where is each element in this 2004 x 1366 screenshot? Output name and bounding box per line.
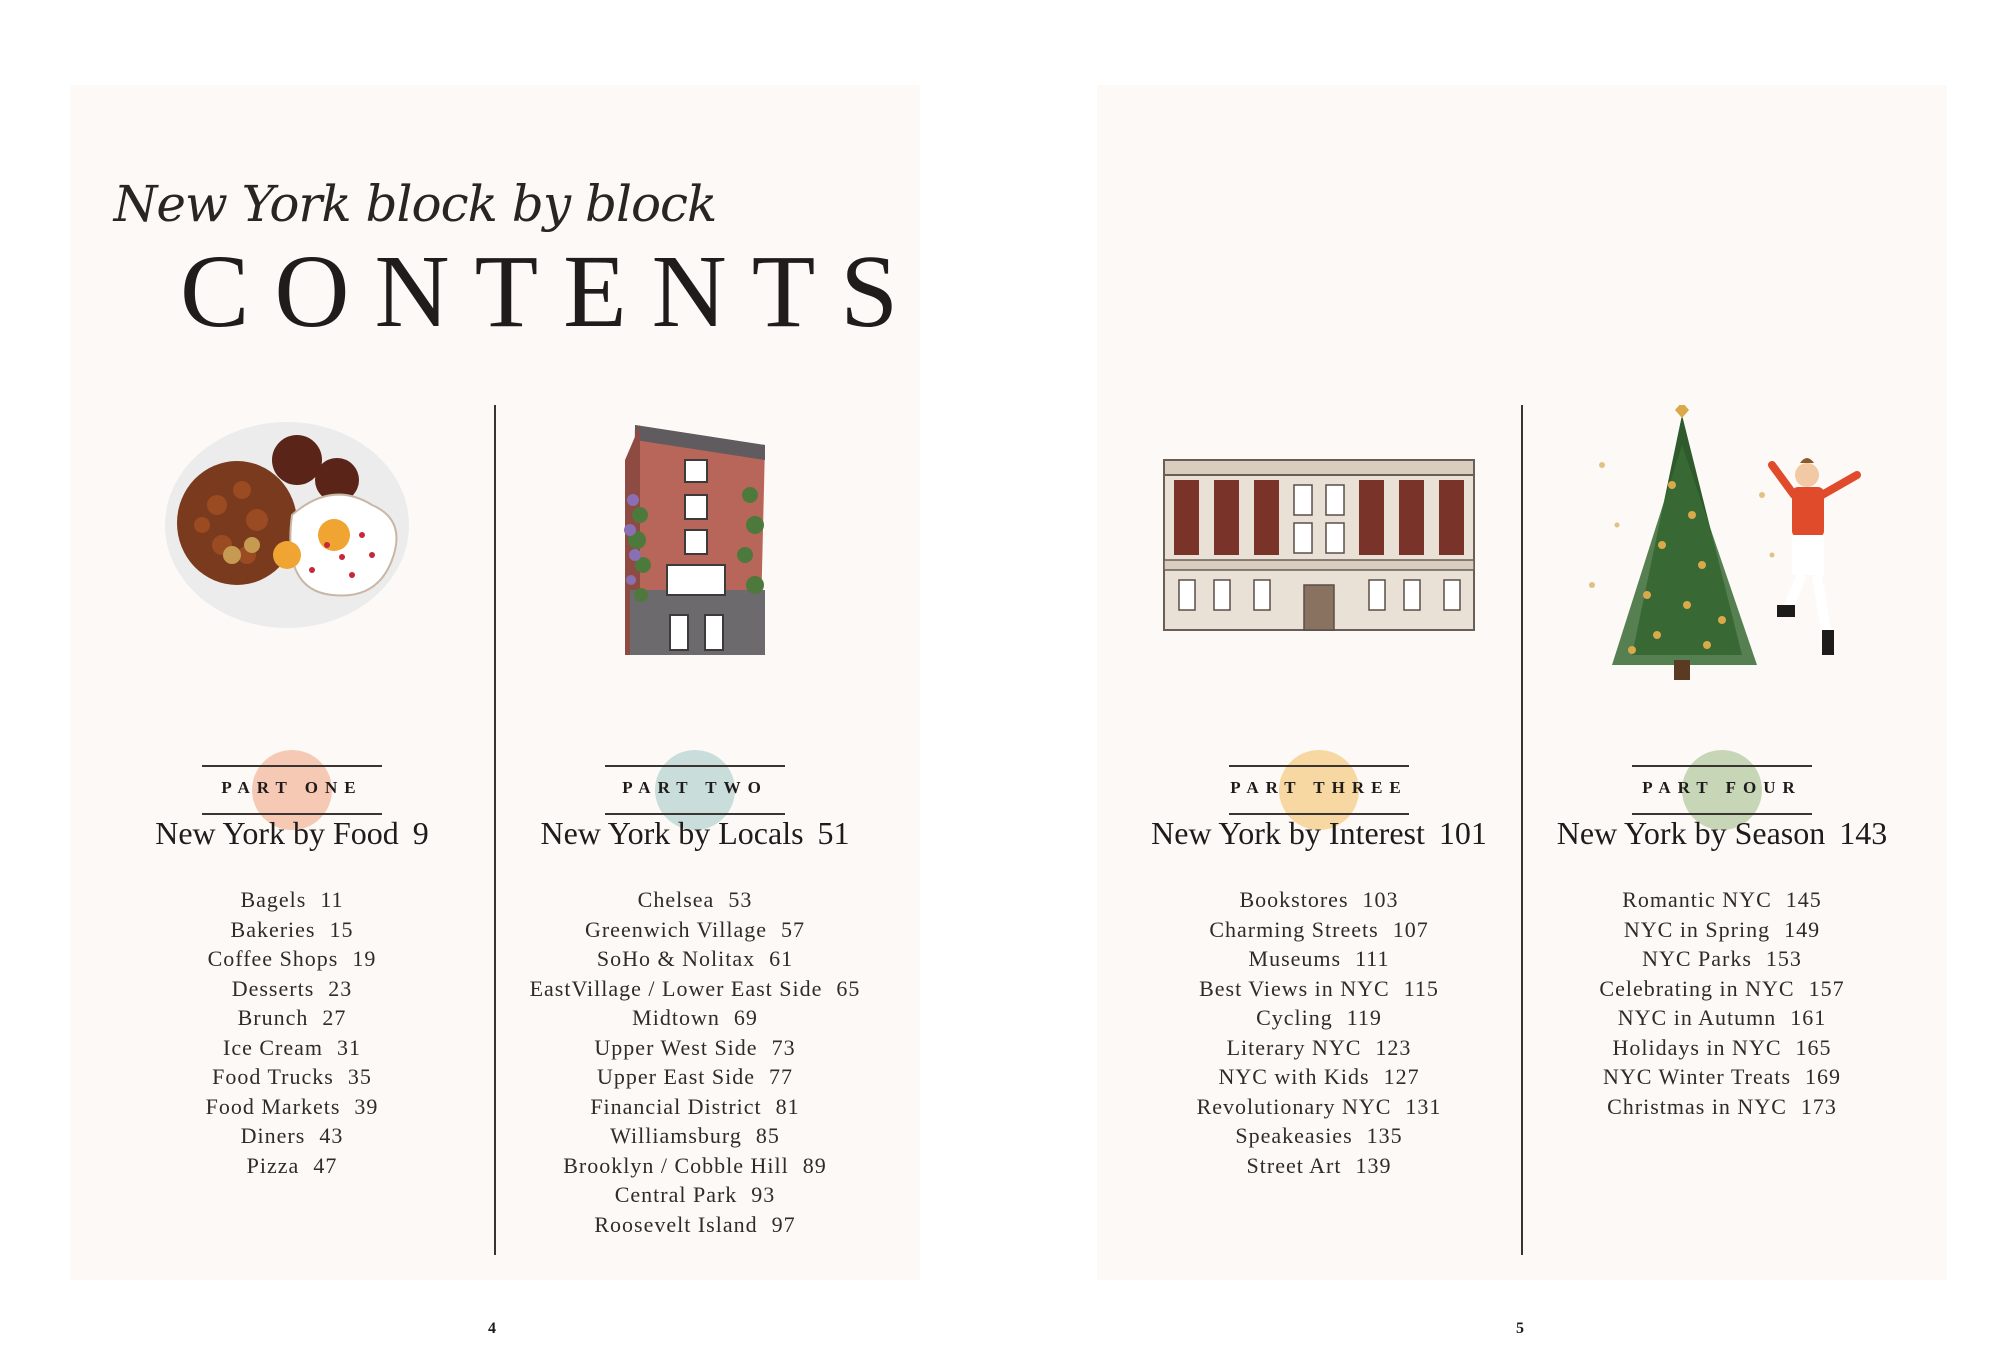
part-four-heading[interactable]: New York by Season 143	[1556, 815, 1888, 851]
toc-item[interactable]: Celebrating in NYC 157	[1599, 975, 1845, 1001]
contents-title: CONTENTS	[180, 234, 924, 349]
toc-item[interactable]: NYC in Spring 149	[1623, 916, 1821, 942]
toc-item[interactable]: Central Park 93	[614, 1182, 776, 1207]
toc-item[interactable]: Williamsburg 85	[610, 1123, 780, 1148]
toc-item[interactable]: Bakeries 15	[230, 916, 354, 942]
part-three-text: PART THREE	[1230, 778, 1408, 797]
toc-item[interactable]: NYC Winter Treats 169	[1602, 1064, 1842, 1089]
toc-item[interactable]: Greenwich Village 57	[584, 916, 806, 942]
toc-item[interactable]: Street Art 139	[1246, 1152, 1392, 1178]
part-four-text: PART FOUR	[1642, 778, 1802, 797]
toc-item[interactable]: SoHo & Nolitax 61	[596, 946, 794, 971]
part-one-column	[92, 85, 492, 1280]
part-two-column	[495, 85, 895, 1280]
toc-item[interactable]: NYC Parks 153	[1642, 946, 1802, 971]
part-one-toc-list	[92, 885, 492, 1180]
toc-item[interactable]: Revolutionary NYC 131	[1196, 1093, 1442, 1119]
right-page	[1097, 85, 1947, 1280]
part-one-text: PART ONE	[221, 778, 363, 797]
toc-item[interactable]: NYC with Kids 127	[1218, 1064, 1420, 1089]
toc-item[interactable]: Financial District 81	[590, 1093, 800, 1119]
toc-item[interactable]: Ice Cream 31	[223, 1034, 361, 1060]
toc-item[interactable]: Holidays in NYC 165	[1612, 1034, 1832, 1060]
script-title: New York block by block	[113, 175, 717, 233]
toc-item[interactable]: Museums 111	[1248, 946, 1390, 971]
part-three-column	[1119, 85, 1519, 1280]
toc-item[interactable]: Brunch 27	[237, 1005, 347, 1030]
part-two-text: PART TWO	[622, 778, 768, 797]
toc-item[interactable]: Cycling 119	[1256, 1005, 1382, 1030]
toc-item[interactable]: Brooklyn / Cobble Hill 89	[563, 1152, 827, 1178]
left-page	[70, 85, 924, 1280]
part-three-heading[interactable]: New York by Interest 101	[1151, 815, 1487, 851]
toc-item[interactable]: Upper West Side 73	[594, 1034, 796, 1060]
brick-building-illustration	[495, 405, 895, 695]
toc-item[interactable]: Bookstores 103	[1239, 887, 1399, 912]
toc-item[interactable]: Food Trucks 35	[212, 1064, 372, 1089]
toc-item[interactable]: Bagels 11	[240, 887, 344, 912]
toc-item[interactable]: Desserts 23	[231, 975, 353, 1001]
toc-item[interactable]: Midtown 69	[632, 1005, 758, 1030]
toc-item[interactable]: Coffee Shops 19	[207, 946, 377, 971]
christmas-tree-nutcracker-illustration	[1522, 405, 1922, 695]
page-number-left: 4	[488, 1320, 496, 1337]
toc-item[interactable]: Roosevelt Island 97	[594, 1211, 796, 1237]
part-two-toc-list	[495, 885, 895, 1239]
toc-item[interactable]: Upper East Side 77	[597, 1064, 793, 1089]
part-four-toc-list	[1522, 885, 1922, 1121]
breakfast-plate-illustration	[92, 405, 492, 695]
part-two-heading[interactable]: New York by Locals 51	[540, 815, 850, 851]
part-one-heading[interactable]: New York by Food 9	[155, 815, 429, 851]
toc-item[interactable]: Pizza 47	[246, 1152, 338, 1178]
toc-item[interactable]: Speakeasies 135	[1235, 1123, 1403, 1148]
toc-item[interactable]: Romantic NYC 145	[1622, 887, 1822, 912]
toc-item[interactable]: Charming Streets 107	[1209, 916, 1429, 942]
part-three-toc-list	[1119, 885, 1519, 1180]
page-number-right: 5	[1516, 1320, 1524, 1337]
toc-item[interactable]: Best Views in NYC 115	[1199, 975, 1439, 1001]
library-facade-illustration	[1119, 405, 1519, 695]
toc-item[interactable]: Chelsea 53	[637, 887, 753, 912]
part-four-column	[1522, 85, 1922, 1280]
toc-item[interactable]: Food Markets 39	[205, 1093, 379, 1119]
toc-item[interactable]: EastVillage / Lower East Side 65	[529, 975, 861, 1001]
toc-item[interactable]: NYC in Autumn 161	[1617, 1005, 1827, 1030]
toc-item[interactable]: Christmas in NYC 173	[1607, 1093, 1837, 1119]
toc-item[interactable]: Diners 43	[240, 1123, 344, 1148]
toc-item[interactable]: Literary NYC 123	[1226, 1034, 1412, 1060]
